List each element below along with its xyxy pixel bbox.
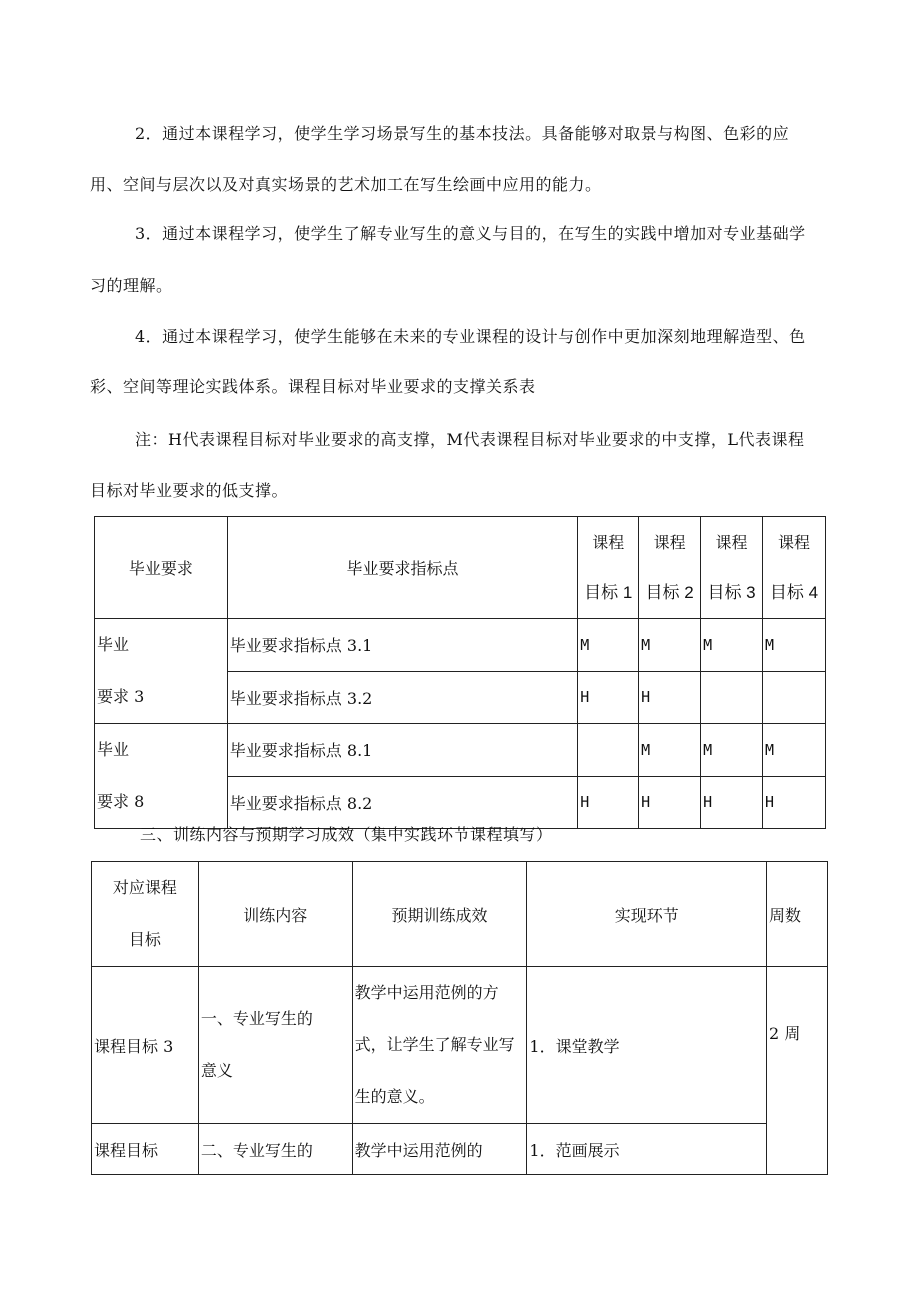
goal-1-cell: H (578, 776, 639, 829)
goal-1-cell (578, 724, 639, 777)
goal-3-cell: M (701, 724, 763, 777)
header-expected-outcome: 预期训练成效 (352, 862, 527, 967)
table-row (95, 724, 826, 777)
table-row (92, 967, 828, 1124)
header-goal-3: 课程 目标 3 (701, 517, 763, 619)
goal-2-cell: M (639, 619, 701, 672)
training-content-table (91, 861, 828, 1175)
header-weeks: 周数 (767, 862, 828, 967)
indicator-cell: 毕业要求指标点 3.2 (227, 671, 577, 724)
header-training-content: 训练内容 (198, 862, 352, 967)
goal-4-cell (763, 671, 826, 724)
weeks-cell: 2 周 (767, 967, 828, 1175)
goal-3-cell (701, 671, 763, 724)
paragraph-3-line-1: 3．通过本课程学习，使学生了解专业写生的意义与目的，在写生的实践中增加对专业基础学 (135, 224, 806, 243)
header-requirement: 毕业要求 (95, 517, 228, 619)
header-goal-4: 课程 目标 4 (763, 517, 826, 619)
table-header-row (92, 862, 828, 967)
course-goal-cell: 课程目标 (92, 1124, 199, 1175)
header-goal-2: 课程 目标 2 (639, 517, 701, 619)
header-goal-1: 课程 目标 1 (578, 517, 639, 619)
goal-3-cell: M (701, 619, 763, 672)
expected-outcome-cell: 教学中运用范例的方 式，让学生了解专业写 生的意义。 (352, 967, 527, 1124)
goal-3-cell: H (701, 776, 763, 829)
header-implementation: 实现环节 (527, 862, 767, 967)
paragraph-3-line-2: 习的理解。 (90, 276, 173, 295)
table-header-row (95, 517, 826, 619)
paragraph-4-line-1: 4．通过本课程学习，使学生能够在未来的专业课程的设计与创作中更加深刻地理解造型、色 (135, 327, 806, 346)
expected-outcome-cell: 教学中运用范例的 (352, 1124, 527, 1175)
course-goal-cell: 课程目标 3 (92, 967, 199, 1124)
header-course-goal: 对应课程 目标 (92, 862, 199, 967)
paragraph-2-line-2: 用、空间与层次以及对真实场景的艺术加工在写生绘画中应用的能力。 (90, 175, 602, 194)
table-row (95, 619, 826, 672)
support-matrix-table (94, 516, 826, 829)
goal-2-cell: H (639, 776, 701, 829)
table-row (92, 1124, 828, 1175)
goal-1-cell: M (578, 619, 639, 672)
training-content-cell: 二、专业写生的 (198, 1124, 352, 1175)
header-indicator: 毕业要求指标点 (227, 517, 577, 619)
paragraph-2-line-1: 2．通过本课程学习，使学生学习场景写生的基本技法。具备能够对取景与构图、色彩的应 (135, 124, 790, 143)
paragraph-4-line-2: 彩、空间等理论实践体系。课程目标对毕业要求的支撑关系表 (90, 377, 536, 396)
indicator-cell: 毕业要求指标点 3.1 (227, 619, 577, 672)
section-3-title: 三、训练内容与预期学习成效（集中实践环节课程填写） (140, 825, 553, 844)
requirement-3-cell: 毕业 要求 3 (95, 619, 228, 724)
note-line-1: 注：H代表课程目标对毕业要求的高支撑，M代表课程目标对毕业要求的中支撑，L代表课程 (135, 430, 805, 449)
indicator-cell: 毕业要求指标点 8.2 (227, 776, 577, 829)
goal-1-cell: H (578, 671, 639, 724)
implementation-cell: 1．范画展示 (527, 1124, 767, 1175)
note-line-2: 目标对毕业要求的低支撑。 (90, 481, 289, 500)
indicator-cell: 毕业要求指标点 8.1 (227, 724, 577, 777)
goal-4-cell: H (763, 776, 826, 829)
training-content-cell: 一、专业写生的 意义 (198, 967, 352, 1124)
requirement-8-cell: 毕业 要求 8 (95, 724, 228, 829)
goal-4-cell: M (763, 724, 826, 777)
goal-2-cell: H (639, 671, 701, 724)
implementation-cell: 1．课堂教学 (527, 967, 767, 1124)
goal-4-cell: M (763, 619, 826, 672)
goal-2-cell: M (639, 724, 701, 777)
